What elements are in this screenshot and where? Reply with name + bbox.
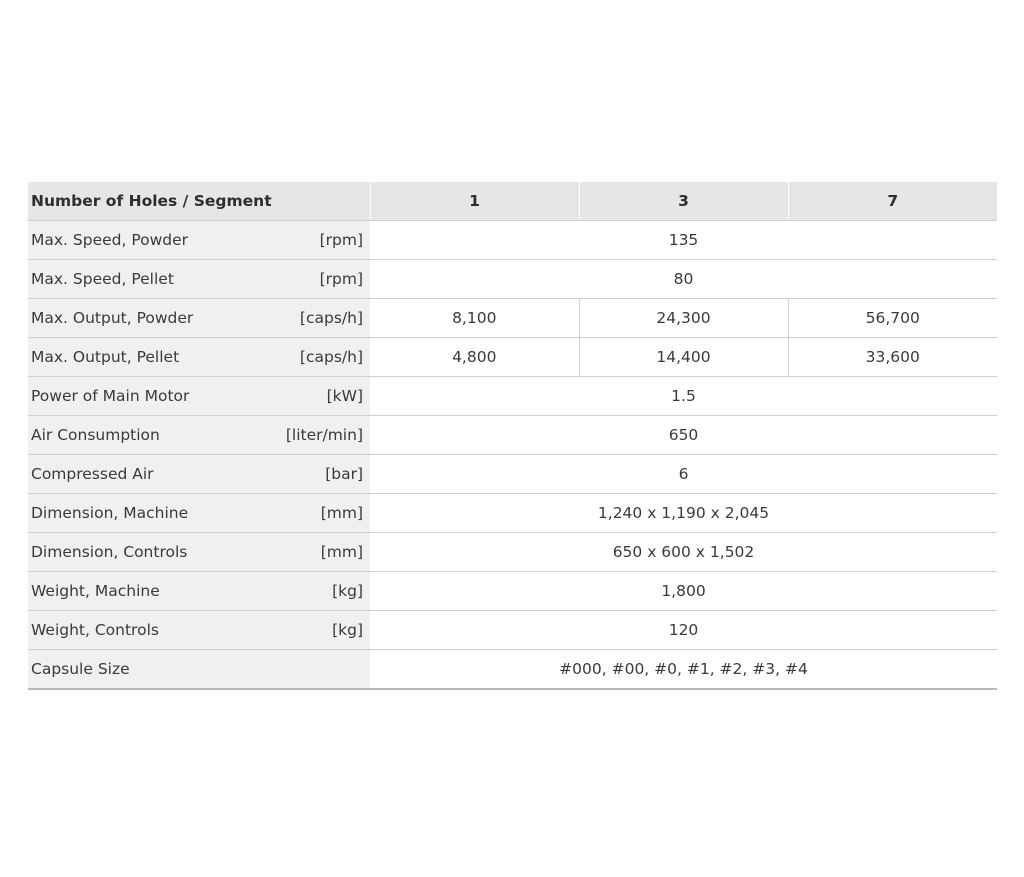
row-label: Max. Output, Pellet xyxy=(31,348,180,366)
row-label-cell xyxy=(28,650,370,690)
header-col-2: 3 xyxy=(579,182,788,221)
row-unit: [bar] xyxy=(325,465,363,483)
spec-table xyxy=(28,182,997,690)
row-value: 650 x 600 x 1,502 xyxy=(370,533,997,572)
row-label: Max. Speed, Pellet xyxy=(31,270,174,288)
row-value: 135 xyxy=(370,221,997,260)
row-label-cell xyxy=(28,611,370,650)
row-value: 33,600 xyxy=(788,338,997,377)
row-label-cell xyxy=(28,338,370,377)
table-row xyxy=(28,494,997,533)
table-row xyxy=(28,611,997,650)
row-value: #000, #00, #0, #1, #2, #3, #4 xyxy=(370,650,997,690)
table-row xyxy=(28,260,997,299)
row-label-cell xyxy=(28,416,370,455)
row-value: 6 xyxy=(370,455,997,494)
row-value: 120 xyxy=(370,611,997,650)
row-label: Power of Main Motor xyxy=(31,387,190,405)
header-row xyxy=(28,182,997,221)
row-value: 80 xyxy=(370,260,997,299)
row-value: 650 xyxy=(370,416,997,455)
row-label-cell xyxy=(28,572,370,611)
row-unit: [kg] xyxy=(332,621,363,639)
row-value: 1,800 xyxy=(370,572,997,611)
row-label: Air Consumption xyxy=(31,426,160,444)
row-value: 24,300 xyxy=(579,299,788,338)
row-unit: [liter/min] xyxy=(285,426,363,444)
table-row xyxy=(28,533,997,572)
row-unit: [rpm] xyxy=(319,231,363,249)
row-unit: [kg] xyxy=(332,582,363,600)
table-row xyxy=(28,338,997,377)
row-unit: [caps/h] xyxy=(299,309,363,327)
row-value: 4,800 xyxy=(370,338,579,377)
row-unit: [mm] xyxy=(320,504,363,522)
table-row xyxy=(28,650,997,690)
table-row xyxy=(28,416,997,455)
header-col-1: 1 xyxy=(370,182,579,221)
row-unit: [kW] xyxy=(326,387,363,405)
row-unit: [caps/h] xyxy=(299,348,363,366)
row-label: Compressed Air xyxy=(31,465,154,483)
row-value: 1,240 x 1,190 x 2,045 xyxy=(370,494,997,533)
row-label-cell xyxy=(28,260,370,299)
row-label: Dimension, Machine xyxy=(31,504,189,522)
row-unit: [mm] xyxy=(320,543,363,561)
row-label: Max. Speed, Powder xyxy=(31,231,189,249)
row-label: Dimension, Controls xyxy=(31,543,188,561)
table-row xyxy=(28,221,997,260)
row-label-cell xyxy=(28,455,370,494)
row-value: 14,400 xyxy=(579,338,788,377)
row-value: 1.5 xyxy=(370,377,997,416)
row-unit: [rpm] xyxy=(319,270,363,288)
row-label: Weight, Machine xyxy=(31,582,160,600)
table-row xyxy=(28,299,997,338)
header-col-3: 7 xyxy=(788,182,997,221)
row-label-cell xyxy=(28,377,370,416)
table-row xyxy=(28,455,997,494)
row-value: 56,700 xyxy=(788,299,997,338)
row-label: Capsule Size xyxy=(31,660,130,678)
header-label: Number of Holes / Segment xyxy=(28,182,370,221)
row-label: Max. Output, Powder xyxy=(31,309,194,327)
spec-table-body xyxy=(28,221,997,690)
table-row xyxy=(28,572,997,611)
row-label-cell xyxy=(28,494,370,533)
row-value: 8,100 xyxy=(370,299,579,338)
row-label: Weight, Controls xyxy=(31,621,159,639)
table-row xyxy=(28,377,997,416)
row-label-cell xyxy=(28,299,370,338)
row-label-cell xyxy=(28,221,370,260)
row-label-cell xyxy=(28,533,370,572)
